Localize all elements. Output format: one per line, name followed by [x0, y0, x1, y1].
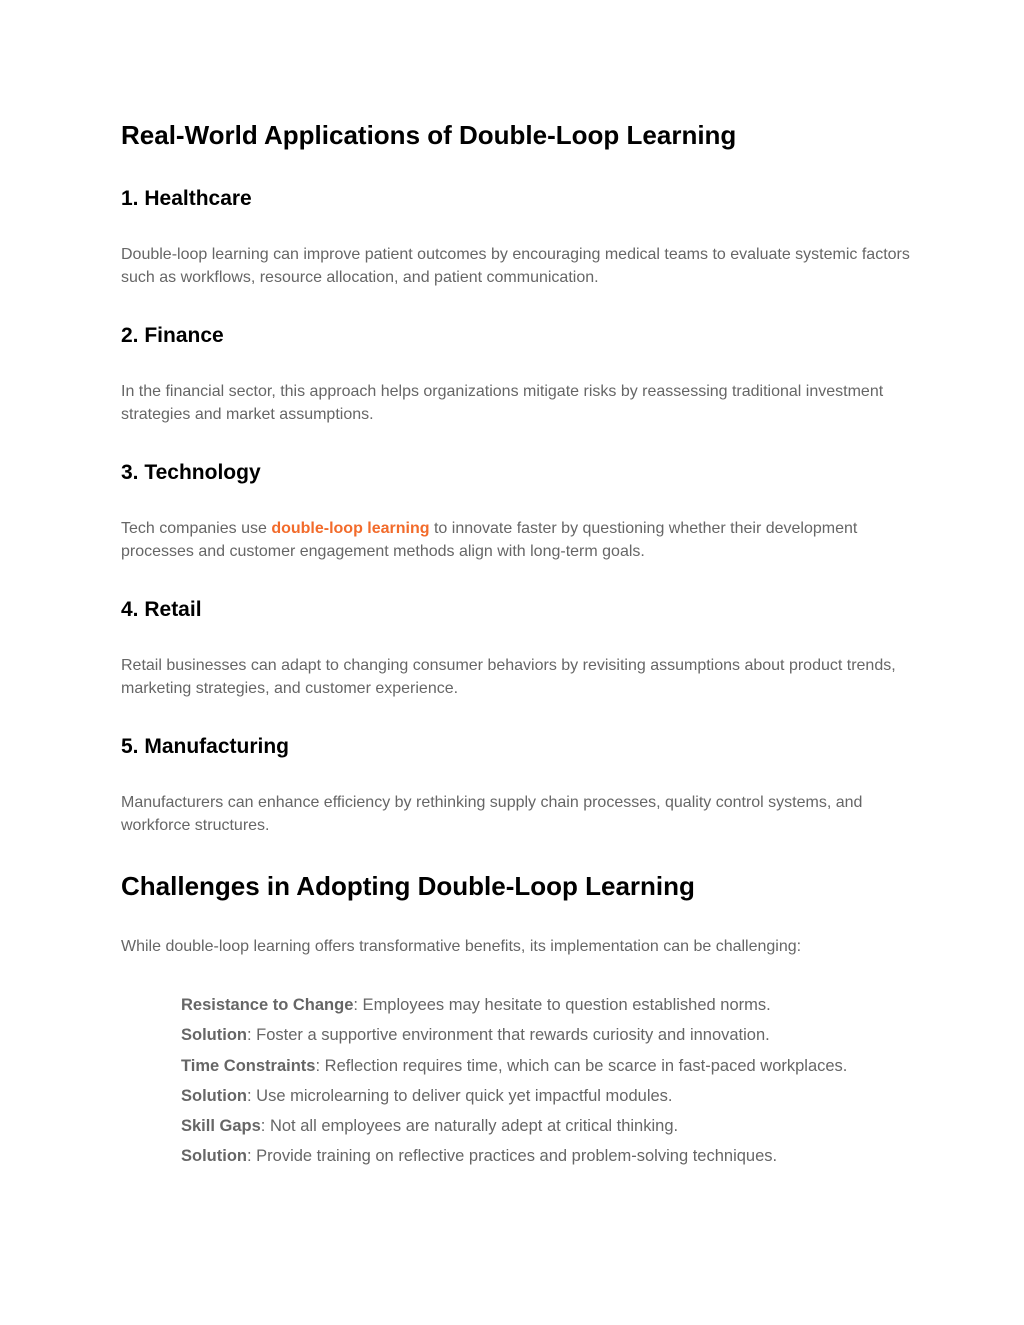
list-item-label: Solution: [181, 1086, 247, 1105]
list-item-label: Time Constraints: [181, 1056, 316, 1075]
list-item-text: : Use microlearning to deliver quick yet impactful modules.: [246, 1086, 673, 1105]
technology-text-after: to innovate faster by questioning whether their development processes and customer engagement methods align with long-term goals.: [121, 520, 858, 560]
challenges-list: [181, 990, 921, 1172]
list-item: [181, 1111, 921, 1141]
section-heading-manufacturing: 5. Manufacturing: [121, 735, 290, 758]
section-body-healthcare: Double-loop learning can improve patient outcomes by encouraging medical teams to evaluate systemic factors such as workflows, resource allocation, and patient communication.: [121, 246, 910, 286]
technology-text-before: Tech companies use: [121, 520, 272, 537]
list-item-label: Solution: [181, 1026, 247, 1045]
list-item-text: : Provide training on reflective practices and problem-solving techniques.: [246, 1147, 778, 1166]
section-heading-technology: 3. Technology: [121, 461, 261, 484]
section-body-manufacturing: Manufacturers can enhance efficiency by rethinking supply chain processes, quality control systems, and workforce structures.: [121, 794, 863, 834]
section-heading-finance: 2. Finance: [121, 324, 224, 347]
section-body-technology: [121, 517, 911, 563]
list-item: [181, 1081, 921, 1111]
challenges-intro: While double-loop learning offers transformative benefits, its implementation can be challenging:: [121, 938, 802, 955]
list-item: [181, 990, 921, 1020]
list-item-text: : Employees may hesitate to question established norms.: [353, 996, 771, 1014]
list-item-label: Skill Gaps: [181, 1117, 261, 1136]
list-item-text: : Not all employees are naturally adept at critical thinking.: [260, 1117, 679, 1136]
list-item-text: : Foster a supportive environment that rewards curiosity and innovation.: [246, 1026, 770, 1045]
list-item: [181, 1141, 921, 1171]
section-heading-healthcare: 1. Healthcare: [121, 187, 252, 210]
list-item: [181, 1020, 921, 1050]
double-loop-learning-link[interactable]: double-loop learning: [271, 520, 430, 537]
section-body-retail: Retail businesses can adapt to changing consumer behaviors by revisiting assumptions about product trends, marketing strategies, and customer experience.: [121, 657, 896, 697]
list-item-label: Solution: [181, 1147, 247, 1166]
section-heading-retail: 4. Retail: [121, 598, 202, 621]
section-body-finance: In the financial sector, this approach helps organizations mitigate risks by reassessing traditional investment strategies and market assumptions.: [121, 383, 884, 423]
list-item-label: Resistance to Change: [181, 996, 354, 1014]
page-title: Real-World Applications of Double-Loop Learning: [121, 120, 737, 150]
challenges-title: Challenges in Adopting Double-Loop Learning: [121, 871, 695, 901]
list-item: [181, 1051, 921, 1081]
list-item-text: : Reflection requires time, which can be scarce in fast-paced workplaces.: [315, 1056, 848, 1075]
